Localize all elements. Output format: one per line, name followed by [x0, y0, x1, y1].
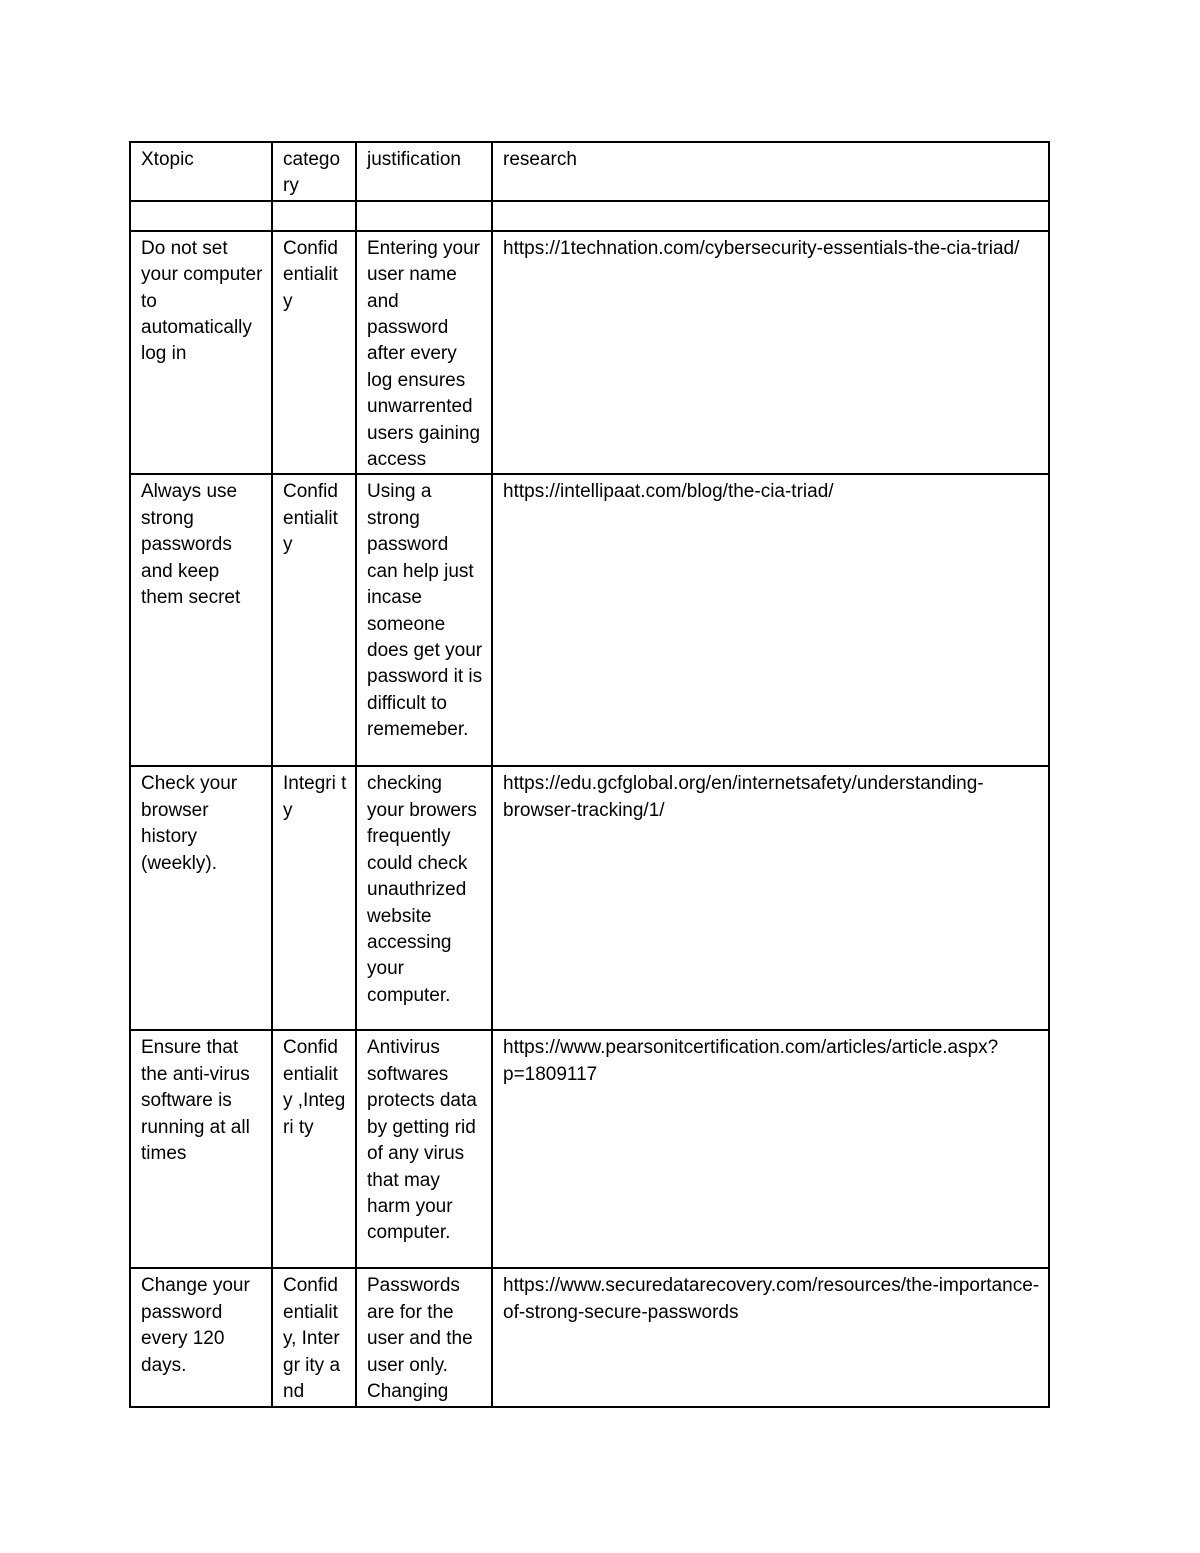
category-cell — [272, 201, 356, 231]
research-link-text: https://www.pearsonitcertification.com/articles/article.aspx?p=1809117 — [503, 1037, 999, 1085]
header-topic-label: Xtopic — [141, 149, 194, 170]
research-link-text: https://edu.gcfglobal.org/en/internetsafety/understanding-browser-tracking/1/ — [503, 773, 984, 821]
justification-cell — [356, 231, 492, 475]
justification-text: checking your browers frequently could check unauthrized website accessing your computer. — [367, 773, 477, 1006]
justification-text: Passwords are for the user and the user only. Changing — [367, 1275, 473, 1403]
category-text: Confid entialit y, Intergr ity and — [283, 1275, 341, 1403]
justification-text: Entering your user name and password after every log ensures unwarrented users gaining access — [367, 237, 481, 471]
header-cell-category — [272, 142, 356, 201]
justification-cell — [356, 1030, 492, 1268]
research-cell — [492, 201, 1049, 231]
topic-cell — [130, 1268, 272, 1406]
topic-text: Change your password every 120 days. — [141, 1275, 250, 1376]
category-text: Integri ty — [283, 773, 347, 821]
justification-cell — [356, 1268, 492, 1406]
topic-cell — [130, 474, 272, 766]
table-row — [130, 1030, 1049, 1268]
header-category-label: catego ry — [283, 149, 341, 197]
research-link-text: https://intellipaat.com/blog/the-cia-triad/ — [503, 481, 834, 503]
research-cell — [492, 1268, 1049, 1406]
category-cell — [272, 1268, 356, 1406]
header-row — [130, 142, 1049, 201]
table-row — [130, 1268, 1049, 1406]
topic-cell — [130, 201, 272, 231]
justification-cell — [356, 766, 492, 1030]
research-link-text: https://1technation.com/cybersecurity-essentials-the-cia-triad/ — [503, 237, 1020, 259]
topic-cell — [130, 231, 272, 475]
category-cell — [272, 766, 356, 1030]
topic-text: Always use strong passwords and keep them secret — [141, 481, 241, 609]
header-cell-topic — [130, 142, 272, 201]
category-cell — [272, 474, 356, 766]
justification-text: Using a strong password can help just incase someone does get your password it is difficult to rememeber. — [367, 481, 483, 741]
topic-text: Do not set your computer to automatically log in — [141, 237, 263, 365]
table-row — [130, 474, 1049, 766]
header-research-label: research — [503, 149, 577, 170]
header-cell-justification — [356, 142, 492, 201]
category-text: Confid entialit y — [283, 237, 338, 312]
research-cell — [492, 474, 1049, 766]
topic-text: Check your browser history (weekly). — [141, 773, 238, 874]
justification-text: Antivirus softwares protects data by getting rid of any virus that may harm your computer. — [367, 1037, 477, 1244]
category-text: Confid entialit y ,Integri ty — [283, 1037, 346, 1138]
table-row — [130, 201, 1049, 231]
justification-cell — [356, 201, 492, 231]
topic-text: Ensure that the anti-virus software is running at all times — [141, 1037, 250, 1165]
category-cell — [272, 1030, 356, 1268]
research-cell — [492, 231, 1049, 475]
justification-cell — [356, 474, 492, 766]
topic-cell — [130, 1030, 272, 1268]
table-row — [130, 766, 1049, 1030]
header-cell-research — [492, 142, 1049, 201]
topic-cell — [130, 766, 272, 1030]
security-practices-table — [129, 141, 1050, 1408]
header-justification-label: justification — [367, 149, 461, 170]
research-cell — [492, 1030, 1049, 1268]
category-text: Confid entialit y — [283, 481, 338, 556]
research-cell — [492, 766, 1049, 1030]
table-row — [130, 231, 1049, 475]
category-cell — [272, 231, 356, 475]
research-link-text: https://www.securedatarecovery.com/resources/the-importance-of-strong-secure-passwords — [503, 1275, 1040, 1323]
